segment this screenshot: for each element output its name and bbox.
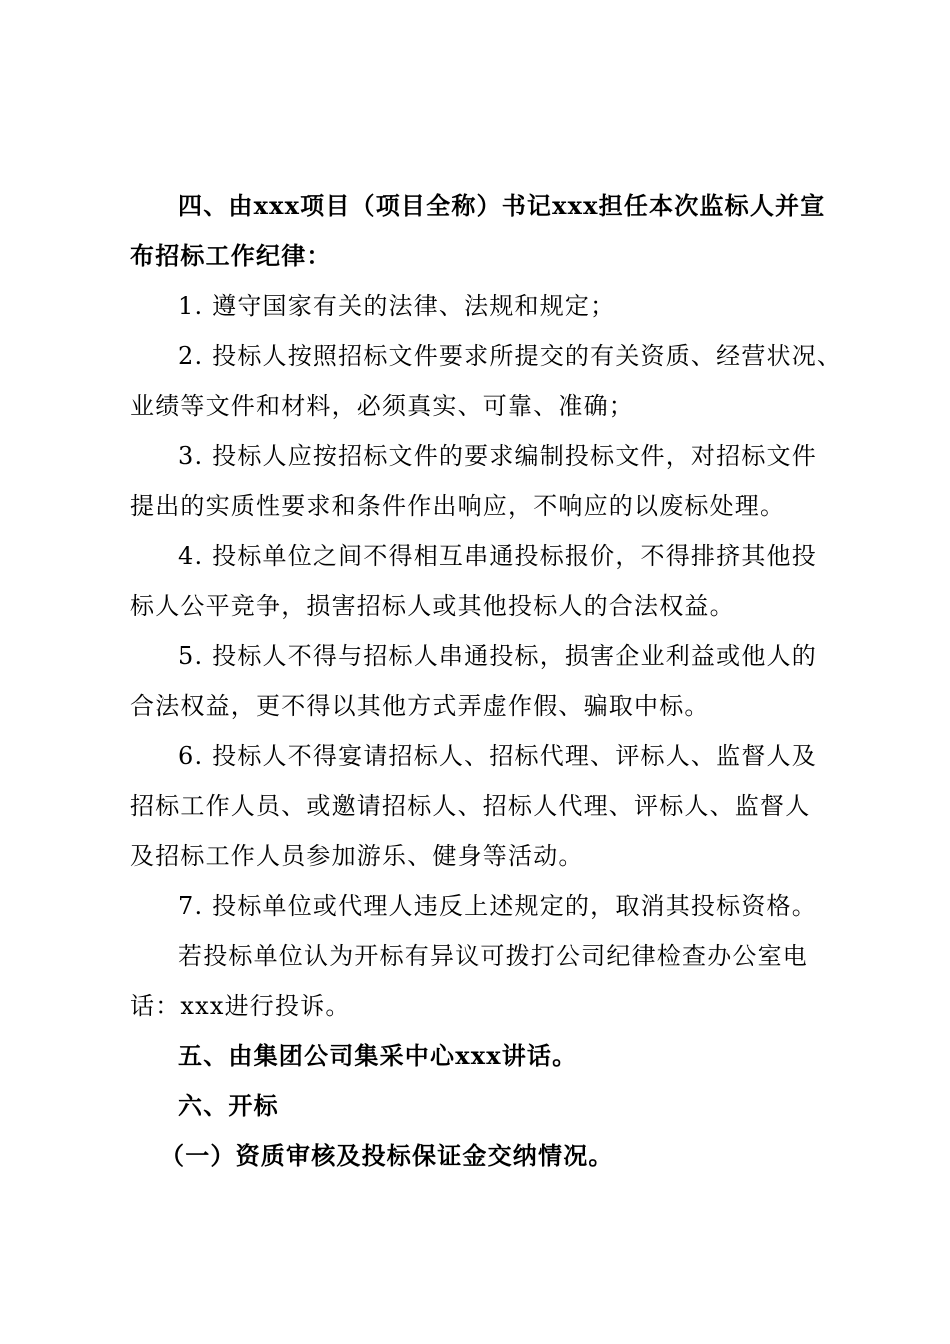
rule-2-line1: 2. 投标人按照招标文件要求所提交的有关资质、经营状况、	[178, 342, 843, 370]
section6-heading: 六、开标	[178, 1091, 279, 1120]
rule-6-line1: 6. 投标人不得宴请招标人、招标代理、评标人、监督人及	[178, 742, 817, 770]
rule-4-line2: 标人公平竞争，损害招标人或其他投标人的合法权益。	[130, 592, 735, 620]
rule-3-line1: 3. 投标人应按招标文件的要求编制投标文件，对招标文件	[178, 442, 817, 470]
rule-1-line1: 1. 遵守国家有关的法律、法规和规定；	[178, 292, 616, 320]
rule-3-line2: 提出的实质性要求和条件作出响应，不响应的以废标处理。	[130, 492, 786, 520]
section6-sub1: （一）资质审核及投标保证金交纳情况。	[160, 1141, 614, 1170]
section4-heading-line1: 四、由xxx项目（项目全称）书记xxx担任本次监标人并宣	[178, 191, 826, 220]
rule-7-line1: 7. 投标单位或代理人违反上述规定的，取消其投标资格。	[178, 892, 817, 920]
section4-heading-line2: 布招标工作纪律：	[130, 241, 332, 270]
complaint-line1: 若投标单位认为开标有异议可拨打公司纪律检查办公室电	[178, 942, 808, 970]
rule-4-line1: 4. 投标单位之间不得相互串通投标报价，不得排挤其他投	[178, 542, 817, 570]
rule-5-line2: 合法权益，更不得以其他方式弄虚作假、骗取中标。	[130, 692, 710, 720]
complaint-line2: 话：xxx进行投诉。	[130, 992, 351, 1020]
rule-2-line2: 业绩等文件和材料，必须真实、可靠、准确；	[130, 392, 634, 420]
rule-6-line3: 及招标工作人员参加游乐、健身等活动。	[130, 842, 584, 870]
section5-heading: 五、由集团公司集采中心xxx讲话。	[178, 1041, 578, 1070]
rule-6-line2: 招标工作人员、或邀请招标人、招标人代理、评标人、监督人	[130, 792, 811, 820]
rule-5-line1: 5. 投标人不得与招标人串通投标，损害企业利益或他人的	[178, 642, 817, 670]
